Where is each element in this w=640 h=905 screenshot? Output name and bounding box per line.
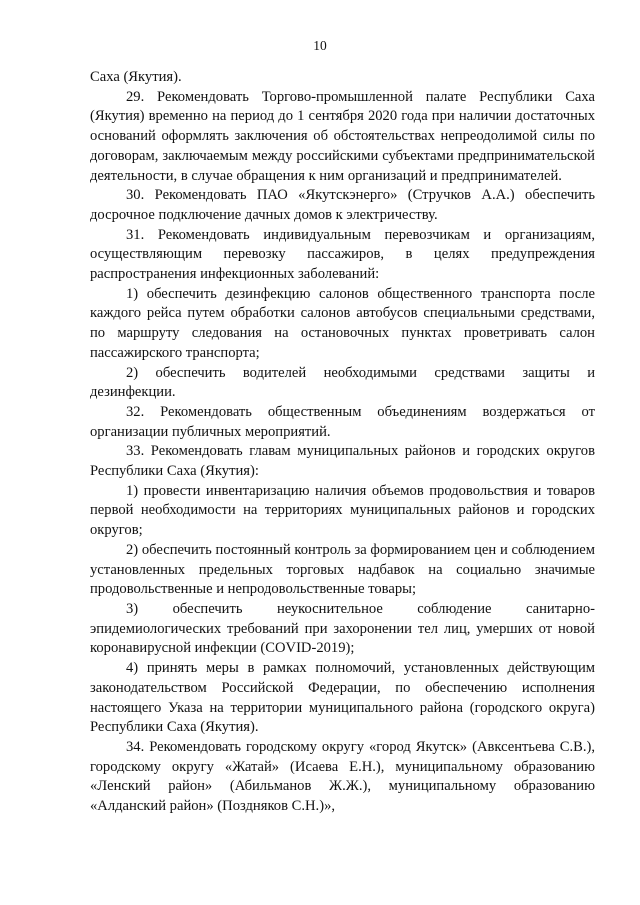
paragraph-continuation: Саха (Якутия). [90, 69, 182, 85]
paragraph-item-30: 30. Рекомендовать ПАО «Якутскэнерго» (Стручков А.А.) обеспечить досрочное подключение дачных домов к электричеству. [90, 187, 595, 223]
paragraph-item-31-sub-1: 1) обеспечить дезинфекцию салонов общественного транспорта после каждого рейса путем обработки салонов автобусов специальными средствами, по маршруту следования на остановочных пунктах проветривать салон пассажирского транспорта; [90, 285, 595, 361]
paragraph-item-32: 32. Рекомендовать общественным объединениям воздержаться от организации публичных мероприятий. [90, 403, 595, 440]
paragraph-item-33-sub-4: 4) принять меры в рамках полномочий, установленных действующим законодательством Российской Федерации, по обеспечению исполнения настоящего Указа на территории муниципального района (городского округа) Республики Саха (Якутия). [90, 660, 595, 736]
paragraph-item-33: 33. Рекомендовать главам муниципальных районов и городских округов Республики Саха (Якутия): [90, 443, 595, 480]
paragraph-item-33-sub-1: 1) провести инвентаризацию наличия объемов продовольствия и товаров первой необходимости на территориях муниципальных районов и городских округов; [90, 482, 595, 539]
paragraph-item-31: 31. Рекомендовать индивидуальным перевозчикам и организациям, осуществляющим перевозку пассажиров, в целях предупреждения распространения инфекционных заболеваний: [90, 226, 595, 283]
paragraph-item-34: 34. Рекомендовать городскому округу «город Якутск» (Авксентьева С.В.), городскому округу «Жатай» (Исаева Е.Н.), муниципальному образованию «Ленский район» (Абильманов Ж.Ж.), муниципальному образованию «Алданский район» (Поздняков С.Н.)», [90, 738, 595, 815]
paragraph-item-33-sub-2: 2) обеспечить постоянный контроль за формированием цен и соблюдением установленных предельных торговых надбавок на социально значимые продовольственные и непродовольственные товары; [90, 541, 595, 598]
document-body [90, 68, 595, 817]
paragraph-item-29: 29. Рекомендовать Торгово-промышленной палате Республики Саха (Якутия) временно на период до 1 сентября 2020 года при наличии достаточных оснований оформлять заключения об обстоятельствах непреодолимой силы по договорам, заключаемым между российскими субъектами предпринимательской деятельности, в случае обращения к ним организаций и предпринимателей. [90, 88, 595, 184]
paragraph-item-33-sub-3: 3) обеспечить неукоснительное соблюдение санитарно-эпидемиологических требований при захоронении тел лиц, умерших от новой коронавирусной инфекции (COVID-2019); [90, 600, 595, 657]
page-number: 10 [313, 38, 327, 53]
paragraph-item-31-sub-2: 2) обеспечить водителей необходимыми средствами защиты и дезинфекции. [90, 364, 595, 401]
